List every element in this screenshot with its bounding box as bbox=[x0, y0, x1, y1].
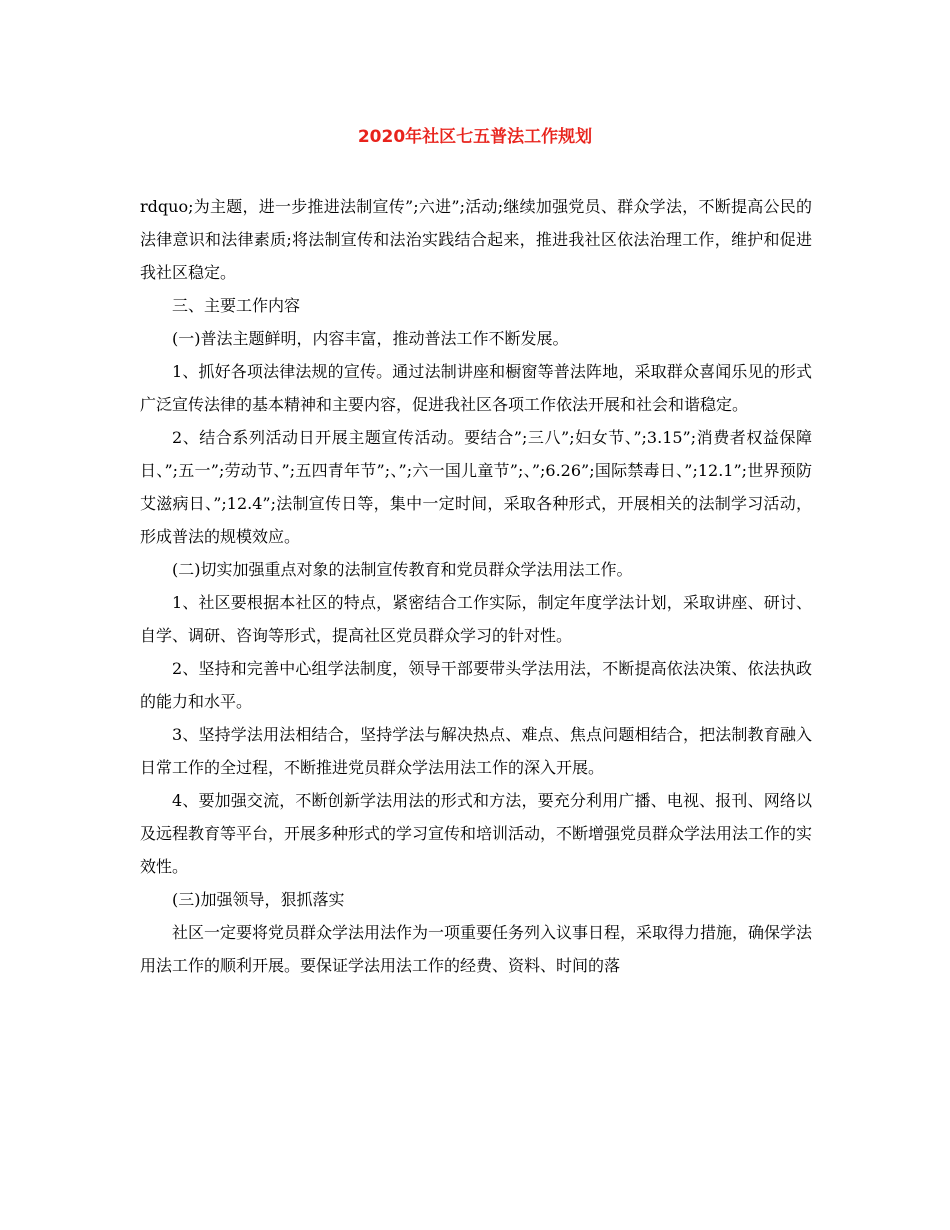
paragraph: 3、坚持学法用法相结合，坚持学法与解决热点、难点、焦点问题相结合，把法制教育融入日常工作的全过程，不断推进党员群众学法用法工作的深入开展。 bbox=[140, 725, 812, 777]
document-body bbox=[140, 190, 812, 982]
subsection-heading: (三)加强领导，狠抓落实 bbox=[172, 890, 345, 909]
paragraph: 2、结合系列活动日开展主题宣传活动。要结合”;三八”;妇女节、”;3.15”;消费者权益保障日、”;五一”;劳动节、”;五四青年节”;、”;六一国儿童节”;、”;6.26”;国际禁毒日、”;12.1”;世界预防艾滋病日、”;12.4”;法制宣传日等，集中一定时间，采取各种形式，开展相关的法制学习活动，形成普法的规模效应。 bbox=[140, 428, 812, 546]
subsection-heading: (二)切实加强重点对象的法制宣传教育和党员群众学法用法工作。 bbox=[172, 560, 633, 579]
subsection-heading: (一)普法主题鲜明，内容丰富，推动普法工作不断发展。 bbox=[172, 329, 569, 348]
paragraph: rdquo;为主题，进一步推进法制宣传”;六进”;活动;继续加强党员、群众学法，不断提高公民的法律意识和法律素质;将法制宣传和法治实践结合起来，推进我社区依法治理工作，维护和促进我社区稳定。 bbox=[140, 197, 812, 282]
paragraph: 社区一定要将党员群众学法用法作为一项重要任务列入议事日程，采取得力措施，确保学法用法工作的顺利开展。要保证学法用法工作的经费、资料、时间的落 bbox=[140, 923, 813, 975]
paragraph: 1、社区要根据本社区的特点，紧密结合工作实际，制定年度学法计划，采取讲座、研讨、自学、调研、咨询等形式，提高社区党员群众学习的针对性。 bbox=[140, 593, 812, 645]
paragraph: 2、坚持和完善中心组学法制度，领导干部要带头学法用法，不断提高依法决策、依法执政的能力和水平。 bbox=[140, 659, 812, 711]
document-title: 2020年社区七五普法工作规划 bbox=[357, 127, 593, 147]
section-heading: 三、主要工作内容 bbox=[172, 296, 301, 315]
paragraph: 4、要加强交流，不断创新学法用法的形式和方法，要充分利用广播、电视、报刊、网络以及远程教育等平台，开展多种形式的学习宣传和培训活动，不断增强党员群众学法用法工作的实效性。 bbox=[140, 791, 813, 876]
paragraph: 1、抓好各项法律法规的宣传。通过法制讲座和橱窗等普法阵地，采取群众喜闻乐见的形式广泛宣传法律的基本精神和主要内容，促进我社区各项工作依法开展和社会和谐稳定。 bbox=[140, 362, 812, 414]
